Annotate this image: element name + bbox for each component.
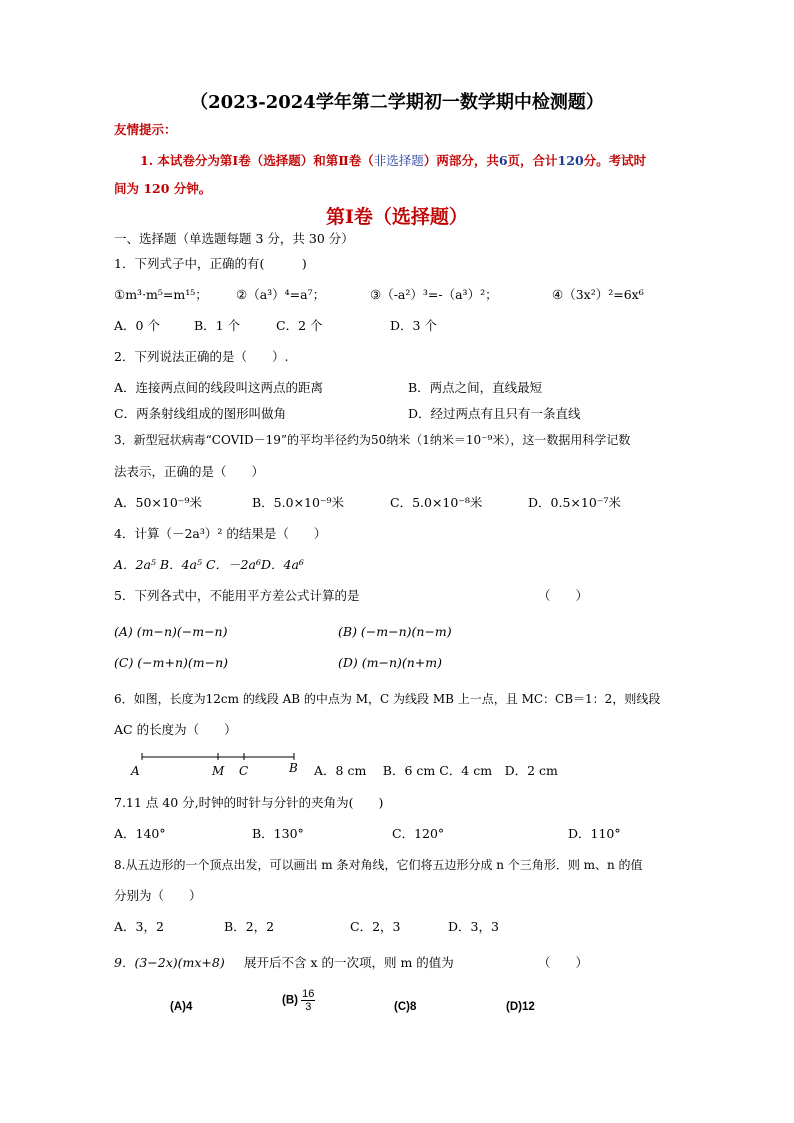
q5-choice-c: (C) (−m+n)(m−n) xyxy=(114,655,229,670)
tip-line-1: 1. 本试卷分为第Ⅰ卷（选择题）和第Ⅱ卷（非选择题）两部分，共6页，合计120分。考试时 xyxy=(140,153,647,168)
q7-choice-c: C．120° xyxy=(392,826,445,841)
q9-choice-d: (D)12 xyxy=(506,1001,535,1013)
q8-stem-1: 8.从五边形的一个顶点出发，可以画出 m 条对角线，它们将五边形分成 n 个三角形．则 m、n 的值 xyxy=(114,858,643,872)
q1-choice-a: A．0 个 xyxy=(114,318,160,333)
q8-stem-2: 分别为（ ） xyxy=(114,888,202,903)
q1-option-3: ③（-a²）³=-（a³）²； xyxy=(370,287,498,302)
q5-choice-d: (D) (m−n)(n+m) xyxy=(338,655,443,670)
q9-choice-b: (B) $\frac{16}{3}$ xyxy=(282,988,315,1013)
q7-choice-d: D．110° xyxy=(568,826,621,841)
q8-choice-d: D．3，3 xyxy=(448,919,499,934)
q2-choice-b: B．两点之间，直线最短 xyxy=(408,380,543,395)
q2-stem: 2．下列说法正确的是（ ）. xyxy=(114,349,289,364)
q1-choice-c: C．2 个 xyxy=(276,318,323,333)
q1-choice-d: D．3 个 xyxy=(390,318,437,333)
q1-stem: 1．下列式子中，正确的有( ) xyxy=(114,256,307,271)
q3-choice-d: D．0.5×10⁻⁷米 xyxy=(528,495,621,510)
q1-option-2: ②（a³）⁴=a⁷； xyxy=(236,287,326,302)
q9-answer-paren: （ ） xyxy=(538,955,589,970)
q5-stem: 5．下列各式中，不能用平方差公式计算的是 xyxy=(114,588,360,603)
q7-stem: 7.11 点 40 分,时钟的时针与分针的夹角为( ) xyxy=(114,795,384,810)
q3-choice-b: B．5.0×10⁻⁹米 xyxy=(252,495,345,510)
q5-answer-paren: （ ） xyxy=(538,588,589,603)
q7-choice-b: B．130° xyxy=(252,826,304,841)
q3-choice-c: C．5.0×10⁻⁸米 xyxy=(390,495,483,510)
q4-choices: A．2a⁵ B．4a⁵ C．－2a⁶D．4a⁶ xyxy=(114,557,304,572)
q9-choice-c: (C)8 xyxy=(394,1001,417,1013)
q2-choice-d: D．经过两点有且只有一条直线 xyxy=(408,406,581,421)
q9-expression: 9．(3−2x)(mx+8) xyxy=(114,955,225,970)
q6-choices: A．8 cm B．6 cm C．4 cm D．2 cm xyxy=(314,763,558,778)
q3-stem-1: 3．新型冠状病毒“COVID－19”的平均半径约为50纳米（1纳米＝10⁻⁹米），这一数据用科学记数 xyxy=(114,433,631,447)
q7-choice-a: A．140° xyxy=(114,826,166,841)
tip-line-2: 间为 120 分钟。 xyxy=(114,181,212,196)
q2-choice-a: A．连接两点间的线段叫这两点的距离 xyxy=(114,380,324,395)
part-heading: 一、选择题（单选题每题 3 分，共 30 分） xyxy=(114,231,354,246)
q8-choice-b: B．2，2 xyxy=(224,919,275,934)
q9-stem: 展开后不含 x 的一次项，则 m 的值为 xyxy=(244,955,454,970)
q1-option-1: ①m³·m⁵=m¹⁵； xyxy=(114,287,208,302)
q5-choice-a: (A) (m−n)(−m−n) xyxy=(114,624,228,639)
q3-stem-2: 法表示，正确的是（ ） xyxy=(114,464,265,479)
q1-choice-b: B．1 个 xyxy=(194,318,241,333)
q6-stem-1: 6．如图，长度为12cm 的线段 AB 的中点为 M，C 为线段 MB 上一点，且 MC：CB＝1：2，则线段 xyxy=(114,692,661,706)
tip-label: 友情提示： xyxy=(114,122,177,137)
label-a: A xyxy=(131,764,140,778)
label-c: C xyxy=(239,764,249,778)
q4-stem: 4．计算（－2a³）² 的结果是（ ） xyxy=(114,526,327,541)
q2-choice-c: C．两条射线组成的图形叫做角 xyxy=(114,406,287,421)
q5-choice-b: (B) (−m−n)(n−m) xyxy=(338,624,452,639)
label-m: M xyxy=(212,764,225,778)
label-b: B xyxy=(289,761,298,775)
q9-choice-a: (A)4 xyxy=(170,1001,193,1013)
section-title: 第Ⅰ卷（选择题） xyxy=(326,206,468,228)
q1-option-4: ④（3x²）²=6x⁶ xyxy=(552,287,644,302)
q6-stem-2: AC 的长度为（ ） xyxy=(114,722,237,737)
q8-choice-a: A．3，2 xyxy=(114,919,164,934)
q3-choice-a: A．50×10⁻⁹米 xyxy=(114,495,202,510)
exam-title: （2023-2024学年第二学期初一数学期中检测题） xyxy=(190,92,604,113)
fraction-16-3: $\frac{16}{3}$ xyxy=(302,988,315,1013)
q8-choice-c: C．2，3 xyxy=(350,919,401,934)
